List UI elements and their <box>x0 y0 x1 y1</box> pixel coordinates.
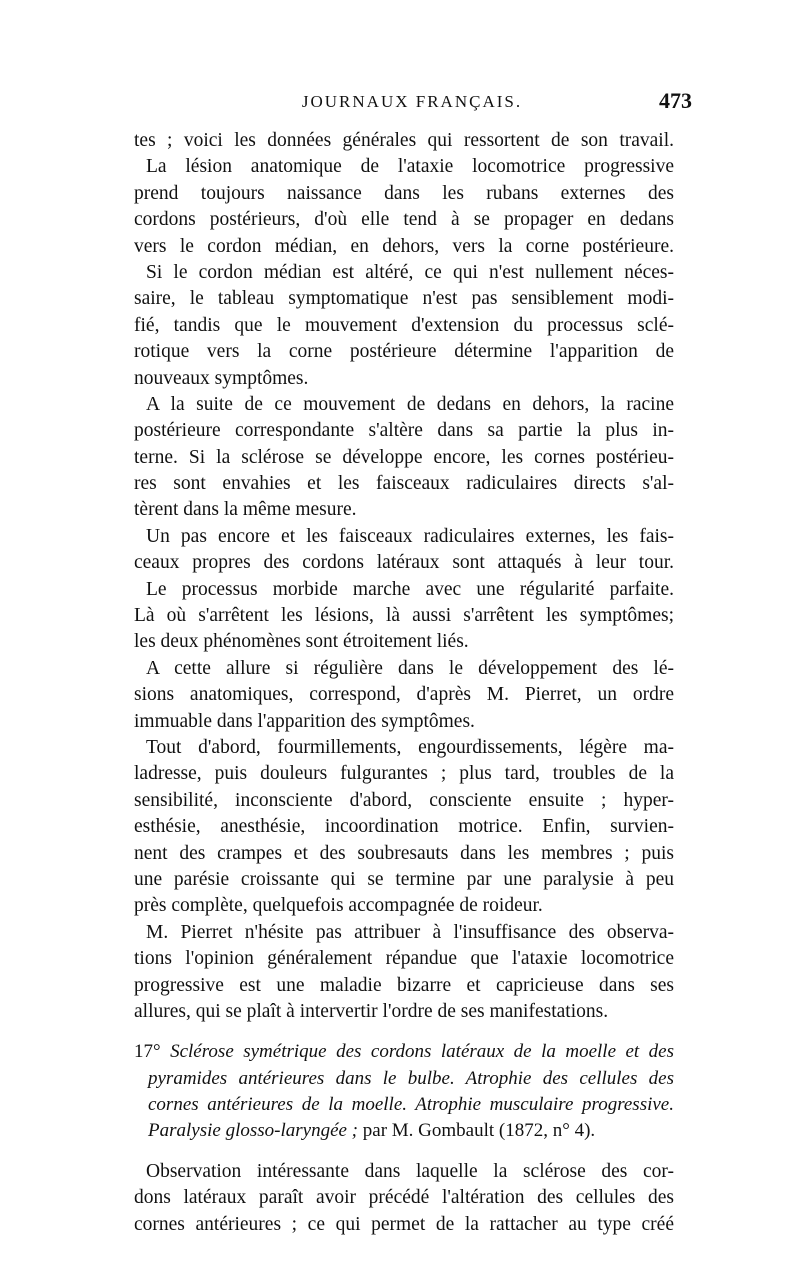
text-line: Un pas encore et les faisceaux radiculaires externes, les fais- <box>146 525 674 547</box>
running-header <box>132 86 692 116</box>
text-line: Observation intéressante dans laquelle la sclérose des cor- <box>146 1160 674 1182</box>
text-line: Tout d'abord, fourmillements, engourdissements, légère ma- <box>146 736 674 758</box>
text-line: prend toujours naissance dans les rubans externes des <box>134 182 674 204</box>
text-line: tions l'opinion généralement répandue que l'ataxie locomotrice <box>134 948 674 970</box>
text-line: rotique vers la corne postérieure détermine l'apparition de <box>134 341 674 363</box>
text-line: postérieure correspondante s'altère dans sa partie la plus in- <box>134 420 674 442</box>
entry-number: 17° <box>134 1041 161 1063</box>
text-line: sensibilité, inconsciente d'abord, consciente ensuite ; hyper- <box>134 789 674 811</box>
entry-title-text: Paralysie glosso-laryngée ; <box>148 1120 359 1142</box>
text-line: Là où s'arrêtent les lésions, là aussi s'arrêtent les symptômes; <box>134 605 674 627</box>
text-line: ladresse, puis douleurs fulgurantes ; plus tard, troubles de la <box>134 763 674 785</box>
text-line: progressive est une maladie bizarre et capricieuse dans ses <box>134 974 674 996</box>
text-line: nent des crampes et des soubresauts dans les membres ; puis <box>134 842 674 864</box>
text-line: allures, qui se plaît à intervertir l'ordre de ses manifestations. <box>134 1000 609 1022</box>
text-line: cordons postérieurs, d'où elle tend à se propager en dedans <box>134 209 674 231</box>
text-line: tes ; voici les données générales qui ressortent de son travail. <box>134 130 674 151</box>
entry-citation: par M. Gombault (1872, n° 4). <box>362 1120 596 1142</box>
text-line: M. Pierret n'hésite pas attribuer à l'insuffisance des observa- <box>146 921 674 943</box>
text-line: sions anatomiques, correspond, d'après M. Pierret, un ordre <box>134 684 674 706</box>
text-line: immuable dans l'apparition des symptômes. <box>134 710 475 732</box>
text-line: La lésion anatomique de l'ataxie locomotrice progressive <box>146 156 674 178</box>
page-number: 473 <box>659 88 692 113</box>
text-line: une parésie croissante qui se termine par une paralysie à peu <box>134 868 674 890</box>
section-spacer <box>134 1145 674 1159</box>
text-line: vers le cordon médian, en dehors, vers la corne postérieure. <box>134 235 674 257</box>
entry-title-line <box>134 1039 674 1065</box>
running-title: JOURNAUX FRANÇAIS. <box>301 92 523 111</box>
text-line: Le processus morbide marche avec une régularité parfaite. <box>146 578 674 600</box>
entry-title-line <box>134 1118 674 1144</box>
text-line: res sont envahies et les faisceaux radiculaires directs s'al- <box>134 473 674 495</box>
text-line: cornes antérieures ; ce qui permet de la rattacher au type créé <box>134 1213 674 1235</box>
text-line: esthésie, anesthésie, incoordination motrice. Enfin, survien- <box>134 816 674 838</box>
text-line: tèrent dans la même mesure. <box>134 499 357 521</box>
text-line: ceaux propres des cordons latéraux sont attaqués à leur tour. <box>134 552 674 574</box>
text-line: près complète, quelquefois accompagnée de roideur. <box>134 895 543 917</box>
text-line: Si le cordon médian est altéré, ce qui n'est nullement néces- <box>146 261 674 283</box>
text-line: fié, tandis que le mouvement d'extension du processus sclé- <box>134 314 674 336</box>
text-line: dons latéraux paraît avoir précédé l'altération des cellules des <box>134 1187 674 1209</box>
entry-title-line: pyramides antérieures dans le bulbe. Atrophie des cellules des <box>148 1067 674 1089</box>
text-line: les deux phénomènes sont étroitement liés. <box>134 631 469 653</box>
entry-title-text: Sclérose symétrique des cordons latéraux de la moelle et des <box>170 1041 674 1063</box>
text-line: terne. Si la sclérose se développe encore, les cornes postérieu- <box>134 446 674 468</box>
section-spacer <box>134 1025 674 1039</box>
text-line: A la suite de ce mouvement de dedans en dehors, la racine <box>146 393 674 415</box>
text-line: A cette allure si régulière dans le développement des lé- <box>146 657 674 679</box>
body-text <box>134 128 674 1238</box>
text-line: nouveaux symptômes. <box>134 367 309 389</box>
text-line: saire, le tableau symptomatique n'est pas sensiblement modi- <box>134 288 674 310</box>
entry-title-line: cornes antérieures de la moelle. Atrophie musculaire progressive. <box>148 1094 674 1116</box>
